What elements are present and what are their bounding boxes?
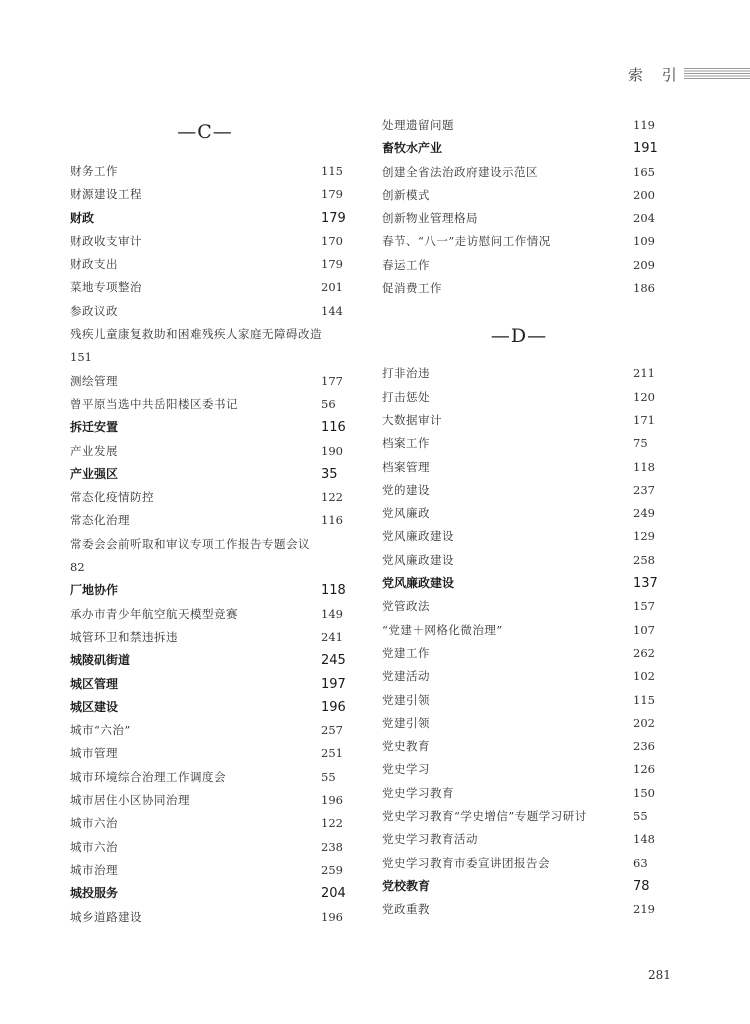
index-entry: [382, 184, 656, 207]
index-entry: [382, 642, 656, 665]
index-page-number: 245: [321, 653, 346, 669]
index-entry: [382, 898, 656, 921]
index-entry: [70, 789, 346, 812]
index-page-number: 179: [321, 187, 343, 202]
index-entry: [70, 370, 346, 393]
index-page-number: 149: [321, 606, 343, 621]
index-entry: [70, 160, 346, 183]
index-page-number: 249: [633, 506, 655, 521]
index-entry: [70, 603, 346, 626]
index-page-number: 75: [633, 436, 648, 451]
index-entry: [70, 673, 346, 696]
right-column: [382, 114, 656, 922]
index-entry: [382, 689, 656, 712]
left-column: [70, 116, 346, 929]
index-term: 党史学习教育活动: [382, 832, 478, 847]
index-page-number: 197: [321, 676, 346, 692]
index-term: 党史学习: [382, 762, 430, 777]
index-term: 党建引领: [382, 692, 430, 707]
index-page-number: 126: [633, 762, 655, 777]
index-term: 厂地协作: [70, 583, 119, 598]
index-page-number: 251: [321, 746, 343, 761]
index-term: 档案管理: [382, 459, 430, 474]
index-entry: [382, 875, 656, 898]
index-term: 党校教育: [382, 878, 431, 893]
index-term: 党的建设: [382, 482, 430, 497]
index-entry: [382, 758, 656, 781]
index-page-number: 238: [321, 839, 343, 854]
index-page-number: 115: [321, 164, 343, 178]
index-term: 党史学习教育“学史增信”专题学习研讨: [382, 809, 587, 824]
index-entry: [382, 665, 656, 688]
index-page-number: 201: [321, 280, 343, 295]
index-entry: [70, 812, 346, 835]
index-term: 党史教育: [382, 739, 430, 754]
index-entry: [382, 114, 656, 137]
index-page-number: 165: [633, 164, 655, 179]
index-entry: [70, 579, 346, 602]
index-entry: [382, 595, 656, 618]
index-page-number: 115: [633, 692, 655, 707]
index-term: 党建工作: [382, 645, 430, 660]
index-page-number: 78: [633, 878, 650, 894]
index-entry: [382, 161, 656, 184]
index-page-number: 171: [633, 412, 655, 427]
index-term: 城市治理: [70, 862, 118, 877]
index-page-number: 109: [633, 234, 655, 249]
index-page-number: 150: [633, 785, 655, 800]
index-term: 城陵矶街道: [70, 653, 131, 668]
index-term: 产业强区: [70, 466, 119, 481]
index-page-number: 118: [321, 583, 346, 599]
index-entry: [70, 533, 346, 580]
index-entry: [70, 696, 346, 719]
index-entry: [382, 409, 656, 432]
index-page-number: 119: [633, 118, 655, 132]
index-term: 党风廉政建设: [382, 529, 454, 544]
index-entry: [70, 183, 346, 206]
index-term: 产业发展: [70, 443, 118, 458]
index-entry: [70, 393, 346, 416]
index-page-number: 236: [633, 739, 655, 754]
index-entry: [382, 362, 656, 385]
index-entry: [70, 906, 346, 929]
index-page-number: 179: [321, 257, 343, 272]
index-page-number: 148: [633, 832, 655, 847]
index-entry: [70, 649, 346, 672]
index-page-number: 35: [321, 466, 338, 482]
index-page-number: 56: [321, 396, 336, 411]
index-page-number: 107: [633, 622, 655, 637]
index-page-number: 144: [321, 303, 343, 318]
index-term: 财务工作: [70, 164, 118, 178]
index-term: 曾平原当选中共岳阳楼区委书记: [70, 396, 238, 411]
index-term: 承办市青少年航空航天模型竞赛: [70, 606, 238, 621]
index-page-number: 262: [633, 645, 655, 660]
index-term: 城区管理: [70, 676, 119, 691]
index-page-number: 55: [633, 809, 648, 824]
index-term: 残疾儿童康复救助和困难残疾人家庭无障碍改造: [70, 327, 322, 342]
index-entry: [70, 463, 346, 486]
spacer: [382, 300, 656, 320]
index-entry: [70, 719, 346, 742]
index-page-number: 157: [633, 599, 655, 614]
index-term: 党史学习教育: [382, 785, 454, 800]
index-entry: [70, 207, 346, 230]
index-page-number: 118: [633, 459, 655, 474]
index-term: 创新模式: [382, 187, 430, 202]
header-rule-lines: [684, 68, 750, 80]
index-term: “党建＋网格化微治理”: [382, 622, 503, 637]
index-page-number: 211: [633, 366, 655, 381]
index-term: 财政支出: [70, 257, 118, 272]
index-term: 处理遗留问题: [382, 118, 454, 132]
index-term: 党风廉政建设: [382, 576, 455, 591]
page-number: 281: [648, 968, 671, 982]
index-term: 菜地专项整治: [70, 280, 142, 295]
index-entry: [382, 828, 656, 851]
index-term: 拆迁安置: [70, 420, 119, 435]
index-page-number: 116: [321, 513, 343, 528]
index-page-number: 196: [321, 699, 346, 715]
index-page-number: 241: [321, 629, 343, 644]
index-entry: [382, 386, 656, 409]
index-term: 城市居住小区协同治理: [70, 793, 190, 808]
index-page-number: 63: [633, 855, 648, 870]
index-entry: [382, 735, 656, 758]
index-term: 春节、“八一”走访慰问工作情况: [382, 234, 551, 249]
index-term: 打非治违: [382, 366, 430, 381]
index-term: 常委会会前听取和审议专项工作报告专题会议: [70, 536, 310, 551]
index-entry: [70, 276, 346, 299]
index-term: 畜牧水产业: [382, 141, 443, 156]
index-page-number: 258: [633, 552, 655, 567]
index-page-number: 170: [321, 233, 343, 248]
index-term: 城乡道路建设: [70, 909, 142, 924]
spacer: [382, 352, 656, 362]
index-entry: [382, 432, 656, 455]
section-letter-heading: —D—: [490, 325, 548, 348]
index-term: 财源建设工程: [70, 187, 142, 202]
index-entry: [70, 323, 346, 370]
index-term: 春运工作: [382, 257, 430, 272]
index-term: 创建全省法治政府建设示范区: [382, 164, 538, 179]
index-entry: [382, 277, 656, 300]
index-term: 城市“六治”: [70, 723, 131, 738]
index-term: 党史学习教育市委宣讲团报告会: [382, 855, 550, 870]
index-page-number: 55: [321, 769, 336, 784]
index-page-number: 204: [321, 886, 346, 902]
index-entry: [382, 805, 656, 828]
index-entry: [70, 766, 346, 789]
index-page-number: 191: [633, 141, 658, 157]
index-page-number: 179: [321, 210, 346, 226]
index-entry: [382, 525, 656, 548]
index-entry: [70, 416, 346, 439]
index-entry: [382, 549, 656, 572]
index-entry: [382, 230, 656, 253]
index-term: 财政收支审计: [70, 233, 142, 248]
section-letter-heading: —C—: [177, 121, 233, 143]
index-term: 党管政法: [382, 599, 430, 614]
index-entry: [70, 859, 346, 882]
index-term: 党建活动: [382, 669, 430, 684]
index-term: 大数据审计: [382, 412, 442, 427]
index-page-number: 202: [633, 715, 655, 730]
index-term: 城管环卫和禁违拆违: [70, 629, 178, 644]
index-page-number: 204: [633, 211, 655, 226]
index-page-number: 137: [633, 576, 658, 592]
index-term: 参政议政: [70, 303, 118, 318]
index-page-number: 102: [633, 669, 655, 684]
index-page-number: 196: [321, 909, 343, 924]
index-page-number: 219: [633, 902, 655, 917]
index-entry: [382, 852, 656, 875]
index-entry: [70, 836, 346, 859]
index-entry: [382, 572, 656, 595]
index-page-number: 196: [321, 793, 343, 808]
index-entry: [70, 230, 346, 253]
index-page-number: 122: [321, 816, 343, 831]
index-entry: [382, 137, 656, 160]
index-page-number: 257: [321, 723, 343, 738]
index-term: 促消费工作: [382, 281, 442, 296]
index-entry: [382, 712, 656, 735]
index-term: 常态化治理: [70, 513, 130, 528]
index-term: 党风廉政建设: [382, 552, 454, 567]
index-entry: [70, 882, 346, 905]
index-entry: [382, 479, 656, 502]
index-entry: [70, 440, 346, 463]
index-entry: [70, 742, 346, 765]
index-term: 常态化疫情防控: [70, 490, 154, 505]
index-page-number: 237: [633, 482, 655, 497]
index-page-number: 151: [70, 350, 92, 365]
index-page-number: 259: [321, 862, 343, 877]
index-page-number: 120: [633, 389, 655, 404]
index-term: 党建引领: [382, 715, 430, 730]
index-term: 城市环境综合治理工作调度会: [70, 769, 226, 784]
index-entry: [70, 486, 346, 509]
index-page-number: 82: [70, 560, 85, 575]
index-term: 城市管理: [70, 746, 118, 761]
header-title: 索 引: [628, 66, 684, 84]
index-term: 城区建设: [70, 699, 119, 714]
index-entry: [382, 456, 656, 479]
index-page-number: 186: [633, 281, 655, 296]
spacer: [70, 148, 346, 160]
index-entry: [382, 619, 656, 642]
index-page-number: 190: [321, 443, 343, 458]
index-page-number: 177: [321, 373, 343, 388]
index-entry: [70, 509, 346, 532]
index-entry: [70, 300, 346, 323]
index-entry: [70, 626, 346, 649]
index-entry: [70, 253, 346, 276]
index-term: 测绘管理: [70, 373, 118, 388]
index-term: 党政重教: [382, 902, 430, 917]
index-term: 城投服务: [70, 886, 119, 901]
index-page-number: 200: [633, 187, 655, 202]
index-entry: [382, 207, 656, 230]
index-term: 打击惩处: [382, 389, 430, 404]
index-entry: [382, 502, 656, 525]
index-page-number: 122: [321, 490, 343, 505]
index-entry: [382, 782, 656, 805]
index-page-number: 129: [633, 529, 655, 544]
index-term: 城市六治: [70, 816, 118, 831]
index-term: 创新物业管理格局: [382, 211, 478, 226]
index-term: 档案工作: [382, 436, 430, 451]
index-page-number: 116: [321, 420, 346, 436]
index-entry: [382, 254, 656, 277]
index-term: 党风廉政: [382, 506, 430, 521]
index-term: 财政: [70, 210, 95, 225]
index-page-number: 209: [633, 257, 655, 272]
index-term: 城市六治: [70, 839, 118, 854]
